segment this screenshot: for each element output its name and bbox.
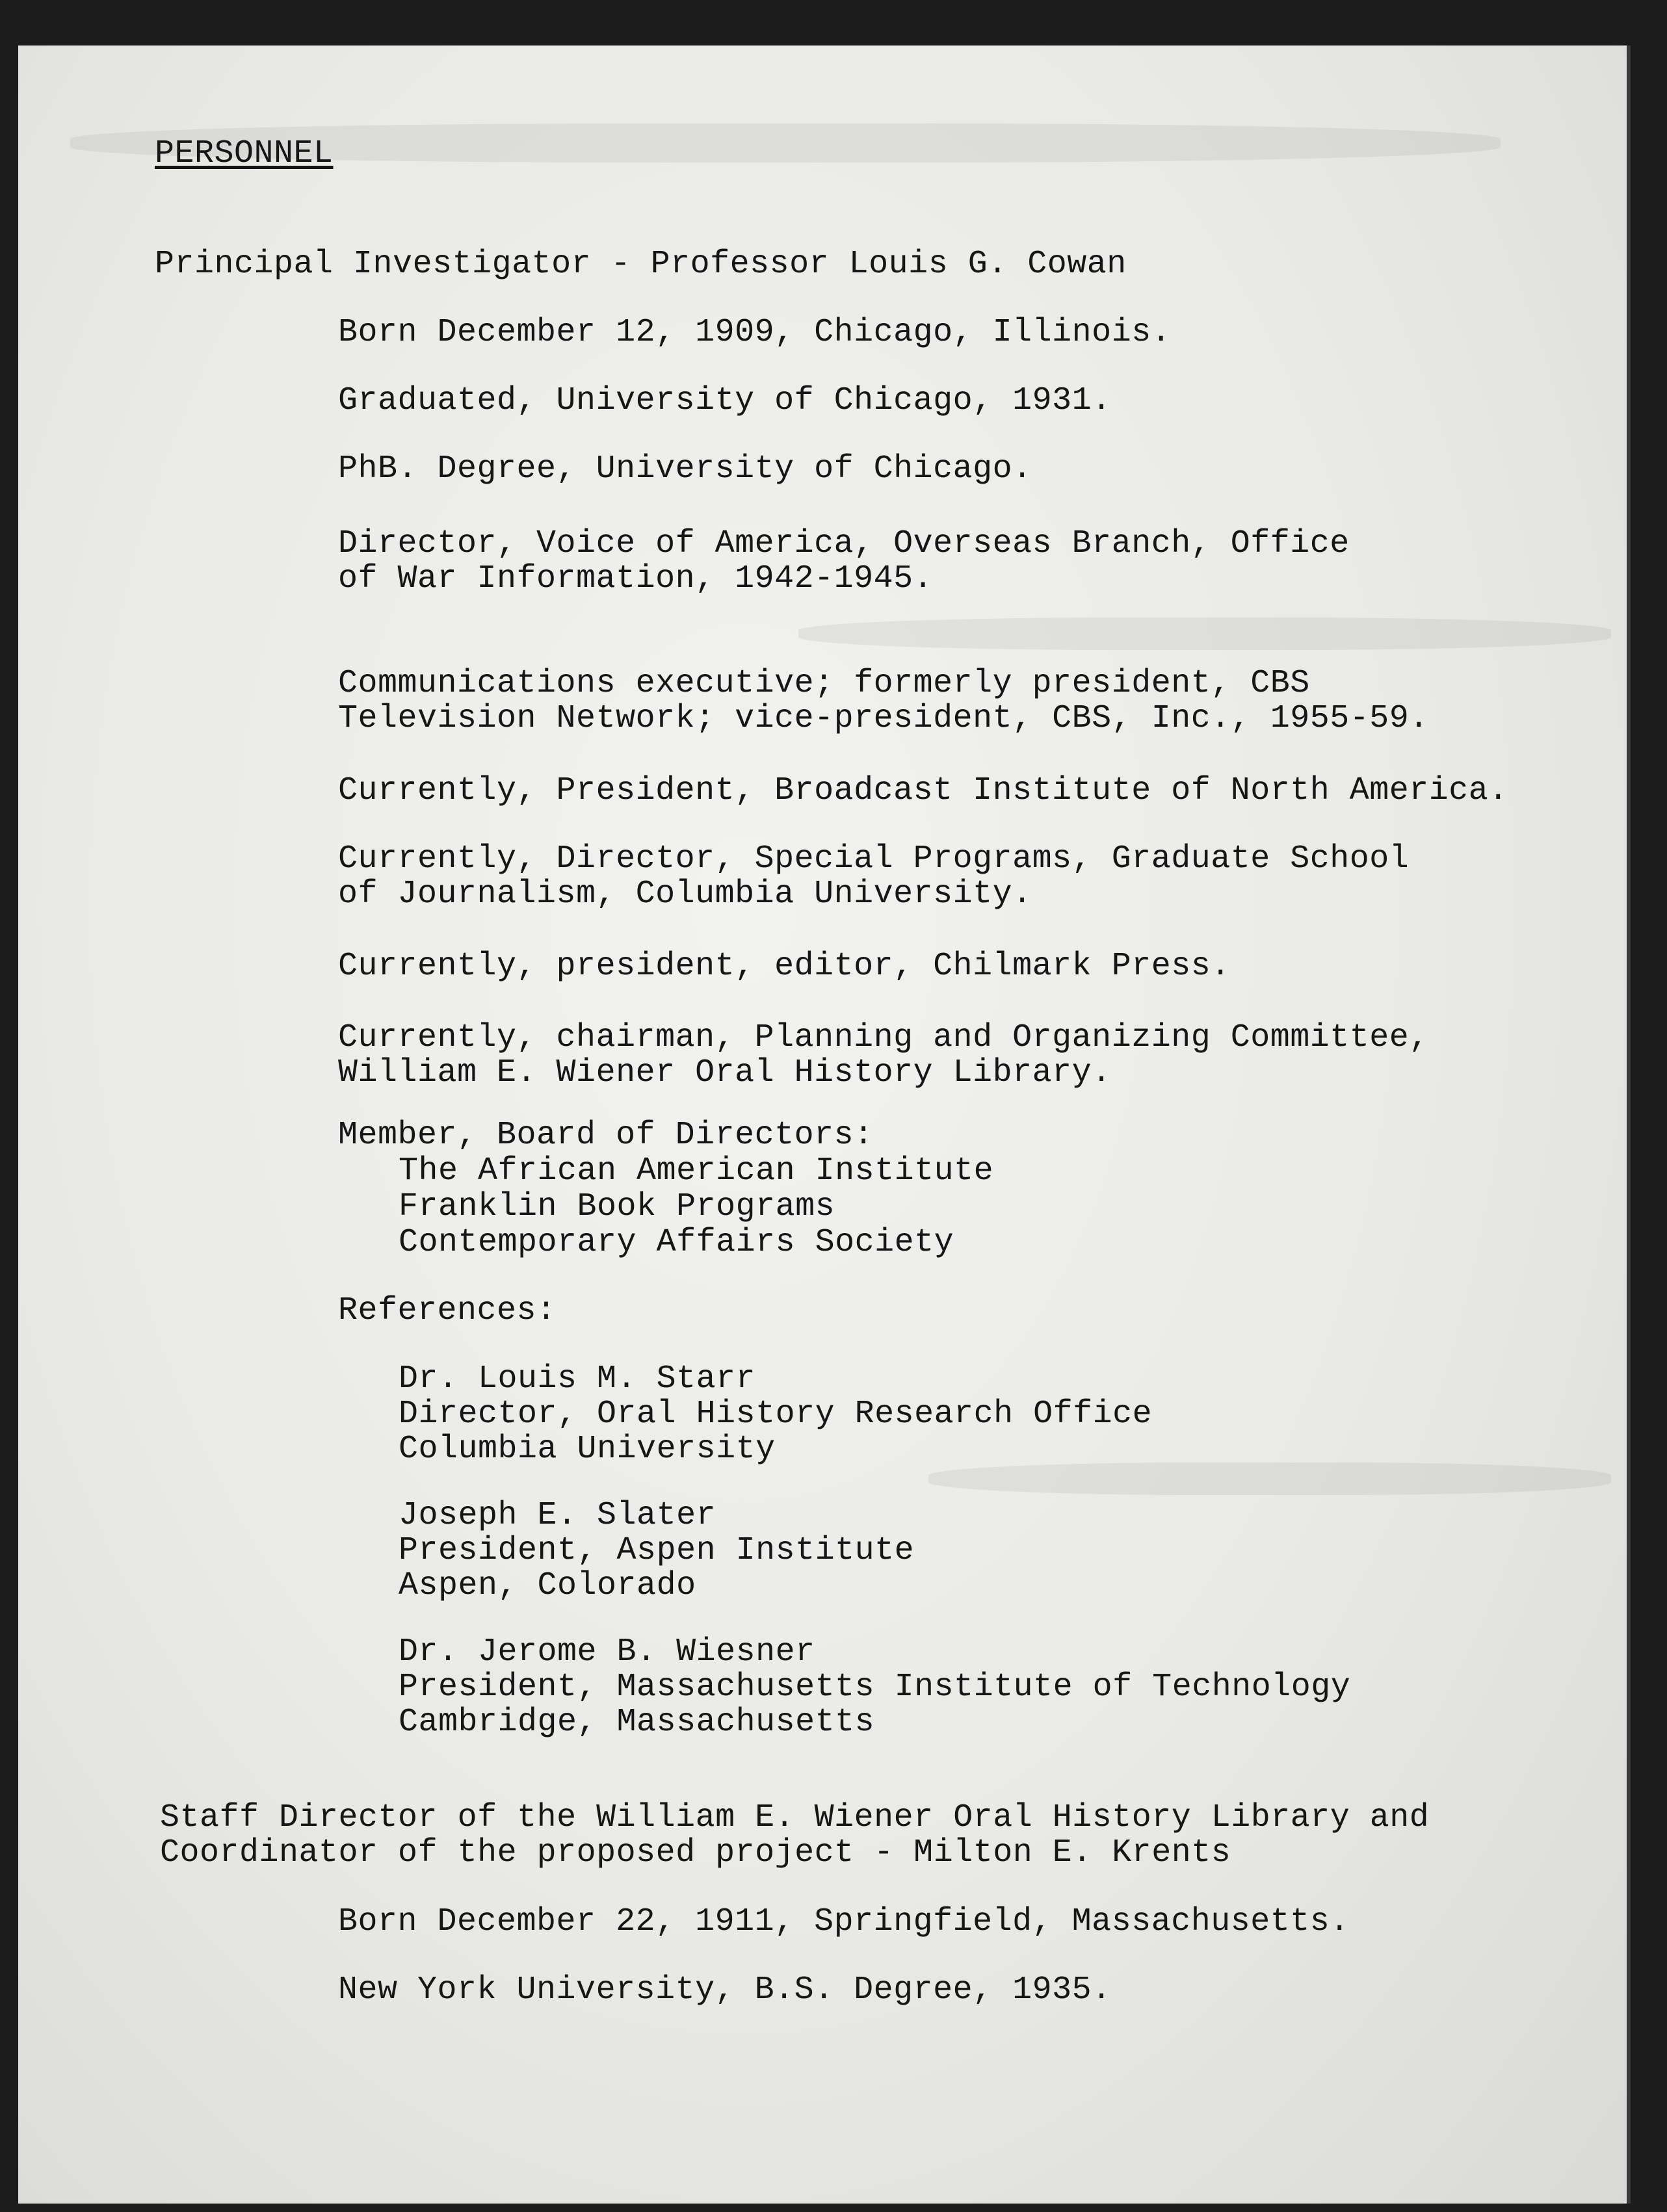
principal-broadcast: Currently, President, Broadcast Institute of North America. [338,772,1508,809]
principal-wiener: Currently, chairman, Planning and Organizing Committee, William E. Wiener Oral History Library. [338,1019,1429,1091]
principal-voa: Director, Voice of America, Overseas Branch, Office of War Information, 1942-1945. [338,525,1350,597]
principal-graduated: Graduated, University of Chicago, 1931. [338,382,1112,419]
reference-entry: Joseph E. Slater President, Aspen Institute Aspen, Colorado [399,1497,915,1604]
principal-born: Born December 12, 1909, Chicago, Illinois. [338,314,1172,351]
principal-investigator-title: Principal Investigator - Professor Louis G. Cowan [155,246,1127,283]
staff-born: Born December 22, 1911, Springfield, Massachusetts. [338,1903,1350,1940]
references-label: References: [338,1292,557,1329]
principal-columbia: Currently, Director, Special Programs, Graduate School of Journalism, Columbia University. [338,840,1410,913]
staff-director-title: Staff Director of the William E. Wiener Oral History Library and Coordinator of the proposed project - Milton E. Krents [160,1799,1430,1871]
section-heading: PERSONNEL [155,135,334,172]
scan-artifact [798,618,1611,650]
board-label: Member, Board of Directors: [338,1117,874,1154]
board-member: Franklin Book Programs [399,1188,835,1225]
reference-entry: Dr. Jerome B. Wiesner President, Massachusetts Institute of Technology Cambridge, Massachusetts [399,1633,1351,1741]
principal-chilmark: Currently, president, editor, Chilmark Press. [338,948,1231,985]
document-page [18,46,1631,2204]
principal-cbs: Communications executive; formerly president, CBS Television Network; vice-president, CBS, Inc., 1955-59. [338,665,1429,737]
scan-artifact [928,1463,1611,1495]
board-member: The African American Institute [399,1152,994,1190]
page-edge [1627,46,1631,2204]
reference-entry: Dr. Louis M. Starr Director, Oral History Research Office Columbia University [399,1360,1153,1468]
principal-degree: PhB. Degree, University of Chicago. [338,450,1032,488]
staff-degree: New York University, B.S. Degree, 1935. [338,1971,1112,2009]
board-member: Contemporary Affairs Society [399,1224,954,1261]
